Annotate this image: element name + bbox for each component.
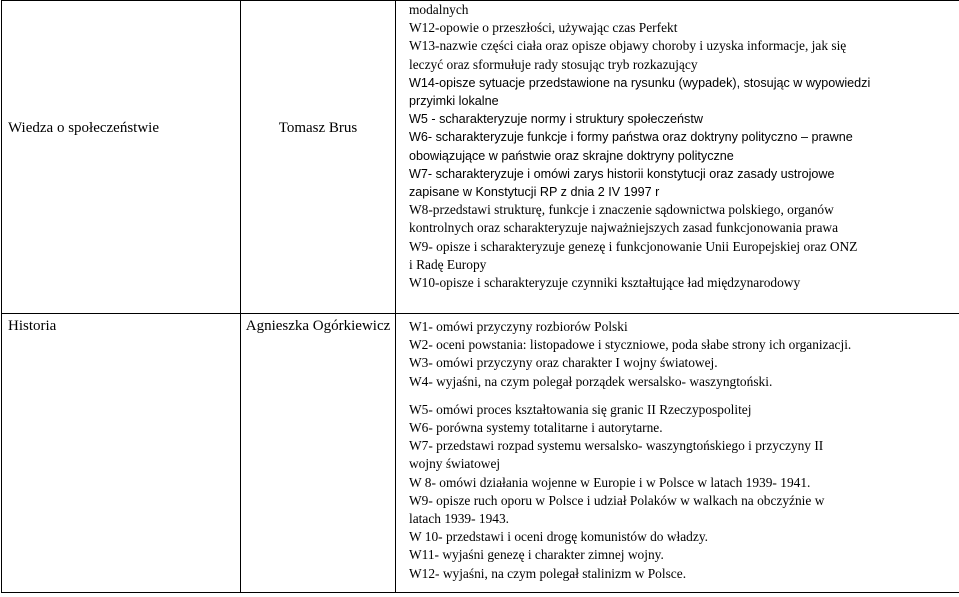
requirement-line: wojny światowej	[409, 456, 501, 472]
requirement-line: kontrolnych oraz scharakteryzuje najważniejszych zasad funkcjonowania prawa	[409, 220, 839, 236]
requirement-line: W11- wyjaśni genezę i charakter zimnej wojny.	[409, 547, 664, 563]
teacher-cell	[241, 314, 396, 593]
subject-cell	[2, 1, 241, 314]
requirement-line: W 8- omówi działania wojenne w Europie i w Polsce w latach 1939- 1941.	[409, 474, 811, 490]
requirement-line: W8-przedstawi strukturę, funkcje i znaczenie sądownictwa polskiego, organów	[409, 202, 834, 218]
requirements-cell	[396, 1, 959, 314]
table-row	[2, 314, 959, 593]
requirement-line: W6- porówna systemy totalitarne i autorytarne.	[409, 420, 663, 436]
requirements-list	[396, 1, 959, 292]
requirement-line: W4- wyjaśni, na czym polegał porządek wersalsko- waszyngtoński.	[409, 373, 773, 389]
curriculum-table	[1, 0, 959, 593]
requirement-line: W6- scharakteryzuje funkcje i formy państwa oraz doktryny polityczno – prawne	[409, 130, 853, 145]
requirement-line: W7- przedstawi rozpad systemu wersalsko- waszyngtońskiego i przyczyny II	[409, 438, 824, 454]
requirement-line: W9- opisze ruch oporu w Polsce i udział Polaków w walkach na obczyźnie w	[409, 492, 825, 508]
requirement-line: W1- omówi przyczyny rozbiorów Polski	[409, 319, 628, 334]
requirement-line: leczyć oraz sformułuje rady stosując tryb rozkazujący	[409, 56, 698, 72]
requirement-line: W7- scharakteryzuje i omówi zarys historii konstytucji oraz zasady ustrojowe	[409, 166, 835, 181]
subject-name: Wiedza o społeczeństwie	[8, 120, 159, 136]
line-spacer	[409, 391, 959, 401]
teacher-cell	[241, 1, 396, 314]
requirement-line: W13-nazwie części ciała oraz opisze objawy choroby i uzyska informacje, jak się	[409, 38, 847, 54]
requirement-line: W12- wyjaśni, na czym polegał stalinizm w Polsce.	[409, 565, 687, 581]
requirement-line: W9- opisze i scharakteryzuje genezę i funkcjonowanie Unii Europejskiej oraz ONZ	[409, 238, 858, 254]
requirement-line: przyimki lokalne	[409, 94, 499, 109]
requirement-line: zapisane w Konstytucji RP z dnia 2 IV 1997 r	[409, 185, 660, 200]
requirement-line: W3- omówi przyczyny oraz charakter I wojny światowej.	[409, 355, 718, 371]
requirement-line: obowiązujące w państwie oraz skrajne doktryny polityczne	[409, 148, 734, 163]
requirement-line: i Radę Europy	[409, 256, 487, 272]
requirements-cell	[396, 314, 959, 593]
requirement-line: W10-opisze i scharakteryzuje czynniki kształtujące ład międzynarodowy	[409, 275, 801, 291]
requirement-line: W14-opisze sytuacje przedstawione na rysunku (wypadek), stosując w wypowiedzi	[409, 75, 871, 90]
subject-cell	[2, 314, 241, 593]
teacher-name: Agnieszka Ogórkiewicz	[245, 318, 391, 334]
requirement-line: W12-opowie o przeszłości, używając czas Perfekt	[409, 20, 678, 36]
requirement-line: modalnych	[409, 2, 469, 17]
requirement-line: W 10- przedstawi i oceni drogę komunistów do władzy.	[409, 529, 708, 545]
requirement-line: W2- oceni powstania: listopadowe i styczniowe, poda słabe strony ich organizacji.	[409, 337, 852, 353]
table-row	[2, 1, 959, 314]
subject-name: Historia	[8, 318, 57, 334]
requirement-line: W5- omówi proces kształtowania się granic II Rzeczypospolitej	[409, 401, 752, 417]
requirement-line: W5 - scharakteryzuje normy i struktury społeczeństw	[409, 112, 703, 127]
teacher-name: Tomasz Brus	[278, 120, 358, 136]
requirements-list	[396, 314, 959, 583]
requirement-line: latach 1939- 1943.	[409, 511, 510, 527]
